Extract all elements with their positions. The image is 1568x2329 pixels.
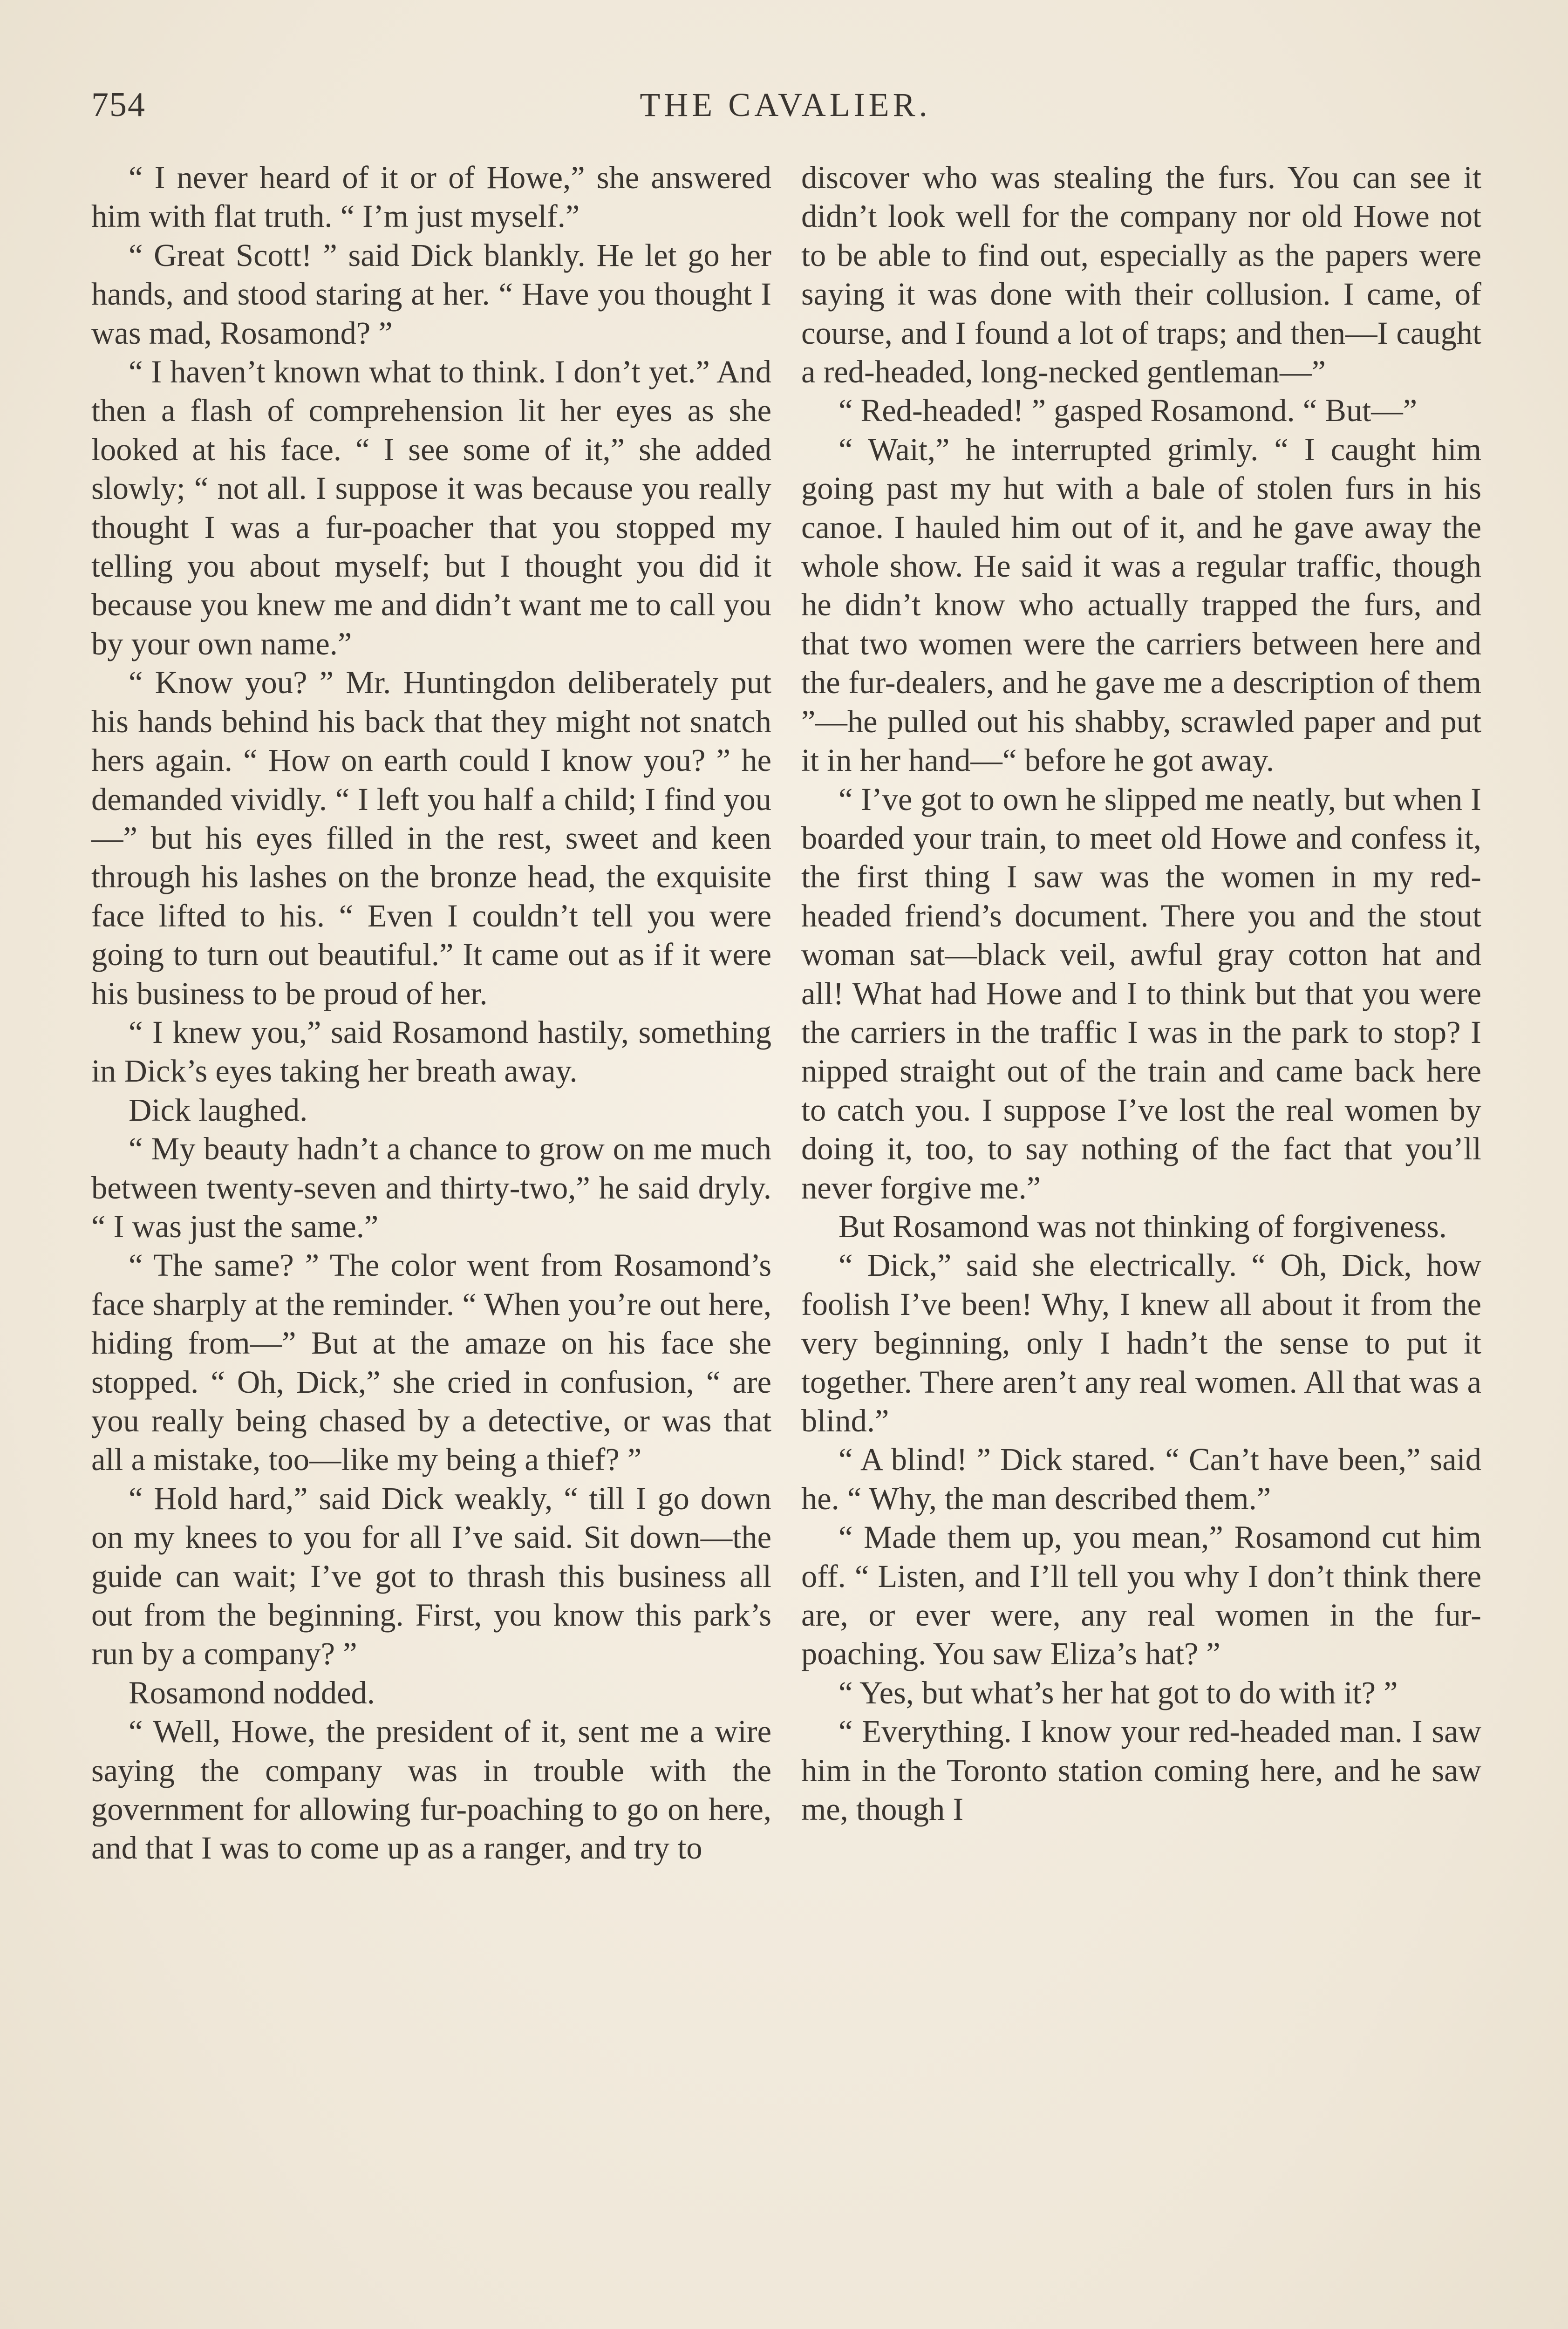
running-title: THE CAVALIER. [640,86,931,123]
paragraph: “ Great Scott! ” said Dick blankly. He let go her hands, and stood staring at her. “ Have you thought I was mad, Rosamond? ” [91,237,771,351]
paragraph: “ I’ve got to own he slipped me neatly, but when I boarded your train, to meet old Howe and confess it, the first thing I saw was the women in my red-headed friend’s document. There you and the stout woman sat—black veil, awful gray cotton hat and all! What had Howe and I to think but that you were the carriers in the traffic I was in the park to stop? I nipped straight out of the train and came back here to catch you. I suppose I’ve lost the real women by doing it, too, to say nothing of the fact that you’ll never forgive me.” [801,781,1481,1205]
paragraph: “ Dick,” said she electrically. “ Oh, Dick, how foolish I’ve been! Why, I knew all about it from the very beginning, only I hadn’t the sense to put it together. There aren’t any real women. All that was a blind.” [801,1247,1481,1438]
paragraph: “ Red-headed! ” gasped Rosamond. “ But—” [839,393,1418,429]
paragraph: “ I never heard of it or of Howe,” she answered him with flat truth. “ I’m just myself.” [91,160,771,234]
paragraph: “ I knew you,” said Rosamond hastily, something in Dick’s eyes taking her breath away. [91,1014,771,1089]
paragraph: “ My beauty hadn’t a chance to grow on me much between twenty-seven and thirty-two,” he said dryly. “ I was just the same.” [91,1131,771,1244]
paragraph: “ Hold hard,” said Dick weakly, “ till I go down on my knees to you for all I’ve said. Sit down—the guide can wait; I’ve got to thrash this business all out from the beginning. First, you know this park’s run by a company? ” [91,1480,771,1672]
page-header [91,79,1479,130]
paragraph: But Rosamond was not thinking of forgiveness. [839,1208,1447,1244]
paragraph: “ Everything. I know your red-headed man. I saw him in the Toronto station coming here, and he saw me, though I [801,1714,1481,1827]
paragraph: “ Yes, but what’s her hat got to do with it? ” [839,1675,1398,1710]
right-text-column [801,158,1481,1829]
paragraph: “ Well, Howe, the president of it, sent me a wire saying the company was in trouble with the government for allowing fur-poaching to go on here, and that I was to come up as a ranger, and try to [91,1714,771,1866]
paragraph: “ Made them up, you mean,” Rosamond cut him off. “ Listen, and I’ll tell you why I don’t think there are, or ever were, any real women in the fur-poaching. You saw Eliza’s hat? ” [801,1519,1481,1672]
paragraph: Dick laughed. [129,1092,308,1128]
paragraph: “ Wait,” he interrupted grimly. “ I caught him going past my hut with a bale of stolen furs in his canoe. I hauled him out of it, and he gave away the whole show. He said it was a regular traffic, though he didn’t know who actually trapped the furs, and that two women were the carriers between here and the fur-dealers, and he gave me a description of them ”—he pulled out his shabby, scrawled paper and put it in her hand—“ before he got away. [801,431,1481,778]
page-number: 754 [91,86,146,124]
paragraph: “ Know you? ” Mr. Huntingdon deliberately put his hands behind his back that they might not snatch hers again. “ How on earth could I know you? ” he demanded vividly. “ I left you half a child; I find you—” but his eyes filled in the rest, sweet and keen through his lashes on the bronze head, the exquisite face lifted to his. “ Even I couldn’t tell you were going to turn out beautiful.” It came out as if it were his business to be proud of her. [91,665,771,1011]
paragraph: “ I haven’t known what to think. I don’t yet.” And then a flash of comprehension lit her eyes as she looked at his face. “ I see some of it,” she added slowly; “ not all. I suppose it was because you really thought I was a fur-poacher that you stopped my telling you about myself; but I thought you did it because you knew me and didn’t want me to call you by your own name.” [91,354,771,661]
left-text-column [91,158,771,1868]
paragraph: “ The same? ” The color went from Rosamond’s face sharply at the reminder. “ When you’re out here, hiding from—” But at the amaze on his face she stopped. “ Oh, Dick,” she cried in confusion, “ are you really being chased by a detective, or was that all a mistake, too—like my being a thief? ” [91,1247,771,1478]
paragraph: discover who was stealing the furs. You can see it didn’t look well for the company nor old Howe not to be able to find out, especially as the papers were saying it was done with their collusion. I came, of course, and I found a lot of traps; and then—I caught a red-headed, long-necked gentleman—” [801,160,1481,390]
paragraph: Rosamond nodded. [129,1675,375,1710]
paragraph: “ A blind! ” Dick stared. “ Can’t have been,” said he. “ Why, the man described them.” [801,1442,1481,1516]
